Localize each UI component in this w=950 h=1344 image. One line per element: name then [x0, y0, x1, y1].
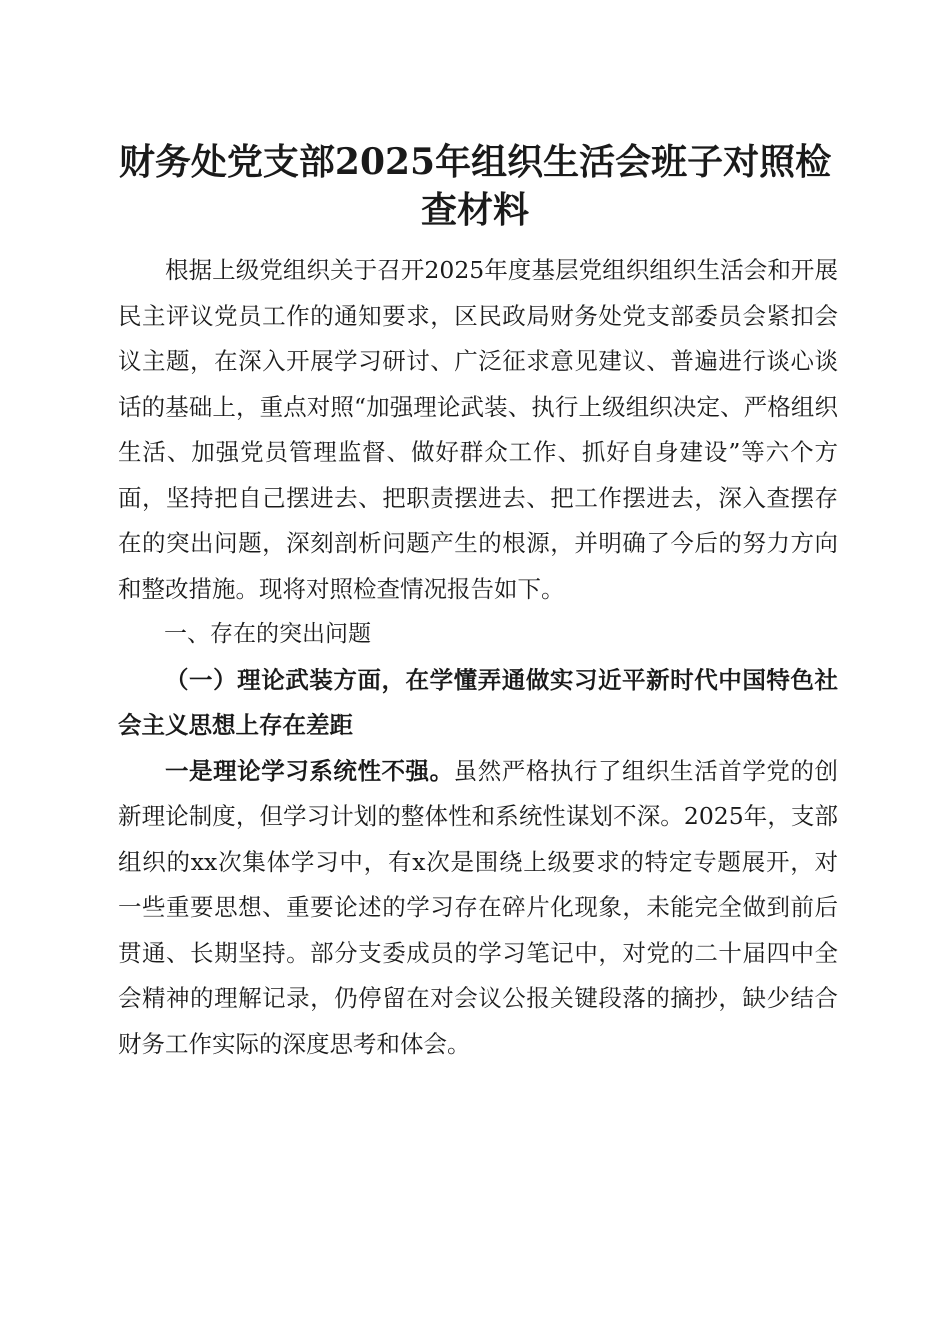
section-heading: 一、存在的突出问题: [164, 621, 371, 647]
document-title: 财务处党支部2025年组织生活会班子对照检查材料: [118, 141, 832, 231]
intro-paragraph: 根据上级党组织关于召开2025年度基层党组织组织生活会和开展民主评议党员工作的通知要求，区民政局财务处党支部委员会紧扣会议主题，在深入开展学习研讨、广泛征求意见建议、普遍进行谈心谈话的基础上，重点对照“加强理论武装、执行上级组织决定、严格组织生活、加强党员管理监督、做好群众工作、抓好自身建设”等六个方面，坚持把自己摆进去、把职责摆进去、把工作摆进去，深入查摆存在的突出问题，深刻剖析问题产生的根源，并明确了今后的努力方向和整改措施。现将对照检查情况报告如下。: [118, 256, 838, 603]
subsection-heading: （一）理论武装方面，在学懂弄通做实习近平新时代中国特色社会主义思想上存在差距: [118, 665, 838, 739]
document-body: [118, 248, 838, 1067]
point-text: 虽然严格执行了组织生活首学党的创新理论制度，但学习计划的整体性和系统性谋划不深。2025年，支部组织的xx次集体学习中，有x次是围绕上级要求的特定专题展开，对一些重要思想、重要论述的学习存在碎片化现象，未能完全做到前后贯通、长期坚持。部分支委成员的学习笔记中，对党的二十届四中全会精神的理解记录，仍停留在对会议公报关键段落的摘抄，缺少结合财务工作实际的深度思考和体会。: [118, 756, 839, 1058]
point-lead: 一是理论学习系统性不强。: [165, 756, 454, 785]
point-paragraph: [118, 749, 838, 1068]
